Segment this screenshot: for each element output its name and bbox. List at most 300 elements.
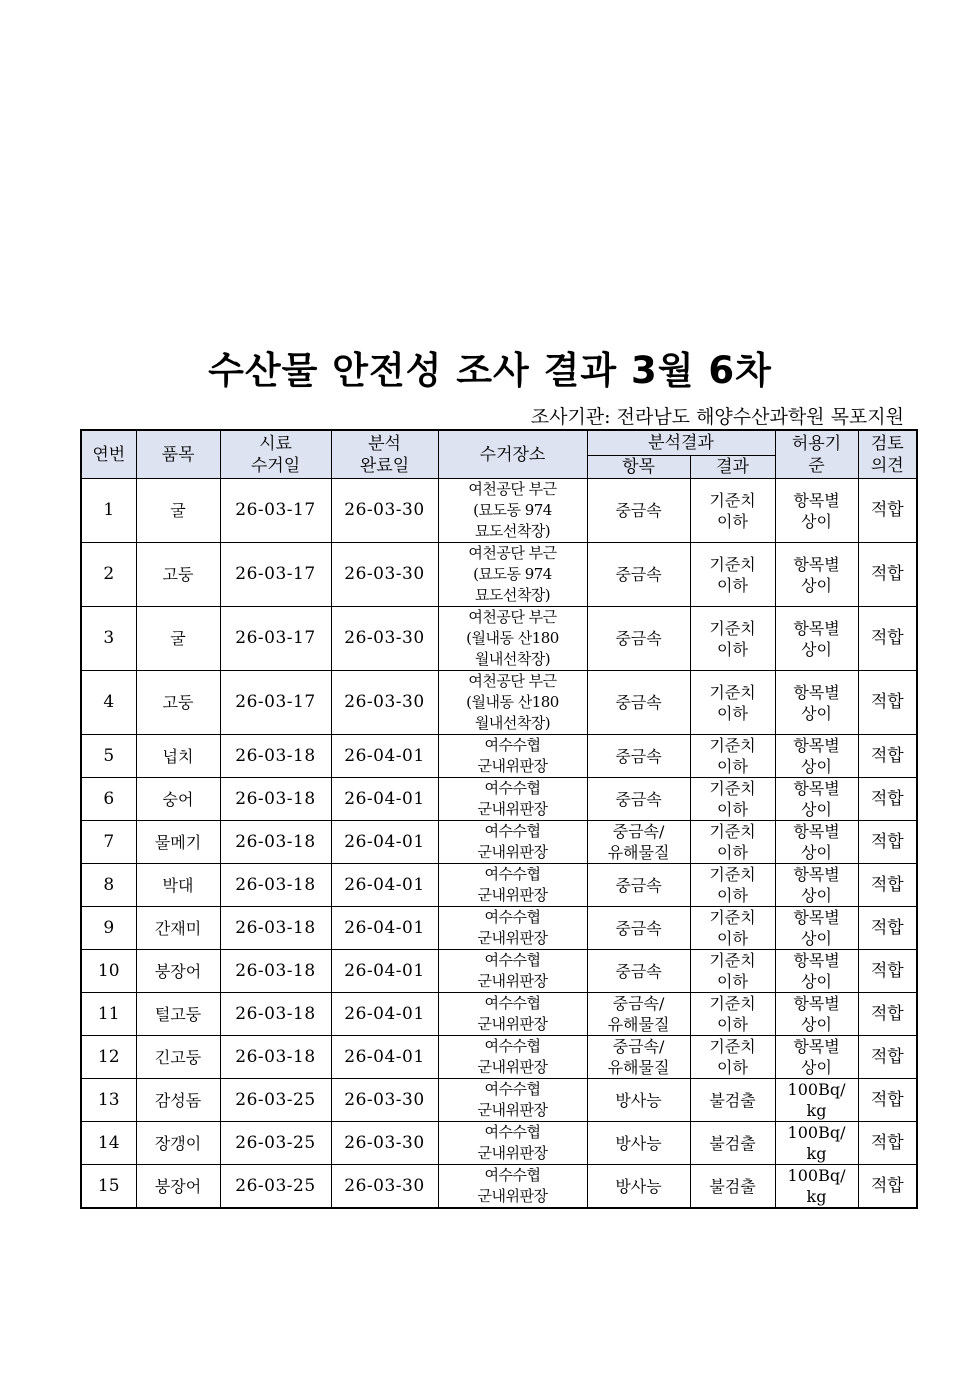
cell-collect-date-line: 26-03-18 [235,960,316,981]
cell-test-item [587,950,690,993]
cell-analysis-date [331,1079,438,1122]
cell-standard-line: 100Bq/ [787,1166,846,1185]
cell-result-line: 이하 [717,972,748,991]
cell-collect-date-line: 26-03-17 [235,628,316,648]
cell-place [438,671,587,735]
table-header [81,430,917,479]
table-row [81,864,917,907]
cell-place-line: 군내위판장 [477,1101,548,1119]
table-row [81,543,917,607]
cell-standard-line: 항목별 [793,951,840,970]
cell-analysis-date [331,1165,438,1209]
cell-analysis-date [331,778,438,821]
cell-analysis-date-line: 26-04-01 [344,831,425,852]
agency-label: 조사기관: 전라남도 해양수산과학원 목포지원 [530,406,904,428]
cell-result-line: 불검출 [709,1176,756,1196]
header-result-group: 분석결과 [587,430,775,456]
table-row [81,907,917,950]
cell-result [690,1079,775,1122]
cell-item-line: 털고둥 [154,1004,202,1024]
cell-collect-date [220,1165,331,1209]
cell-test-item [587,907,690,950]
cell-result-line: 이하 [717,757,748,776]
cell-item-line: 붕장어 [154,1176,202,1196]
page-title: 수산물 안전성 조사 결과 3월 6차 [208,349,772,392]
cell-standard [775,778,858,821]
cell-standard-line: 항목별 [793,865,840,884]
cell-item [136,821,220,864]
table-row [81,950,917,993]
cell-analysis-date [331,950,438,993]
cell-item-line: 넙치 [162,746,194,766]
cell-standard [775,1165,858,1209]
cell-test-item [587,735,690,778]
cell-no-line: 5 [103,745,115,766]
cell-result-line: 불검출 [709,1090,756,1110]
cell-place-line: 여천공단 부근 [468,672,557,690]
cell-analysis-date-line: 26-03-30 [344,1175,425,1196]
header-review-line2: 의견 [870,455,904,476]
cell-place [438,864,587,907]
cell-analysis-date [331,543,438,607]
cell-result-line: 기준치 [709,490,756,510]
cell-test-item-line: 방사능 [615,1176,662,1196]
cell-no-line: 11 [97,1003,120,1024]
cell-no-line: 1 [103,500,115,520]
cell-result-line: 기준치 [709,779,756,798]
cell-opinion-line: 적합 [870,745,904,766]
cell-test-item-line: 유해물질 [607,843,670,862]
cell-opinion [858,864,917,907]
cell-place [438,950,587,993]
cell-opinion [858,607,917,671]
cell-test-item-line: 유해물질 [607,1058,670,1077]
cell-no-line: 2 [103,564,115,584]
cell-standard [775,1036,858,1079]
cell-analysis-date-line: 26-03-30 [344,564,425,584]
cell-opinion [858,778,917,821]
cell-item-line: 고둥 [162,565,194,584]
cell-opinion-line: 적합 [870,1003,904,1024]
cell-item [136,607,220,671]
cell-collect-date-line: 26-03-25 [235,1089,316,1110]
cell-no [81,864,136,907]
cell-place-line: 여수수협 [484,1166,541,1184]
cell-place-line: 여수수협 [484,908,541,926]
cell-no-line: 14 [97,1132,120,1153]
cell-no-line: 3 [103,628,115,648]
cell-test-item [587,864,690,907]
cell-result [690,950,775,993]
cell-result-line: 불검출 [709,1133,756,1153]
cell-standard-line: 상이 [801,843,832,862]
cell-test-item-line: 중금속 [615,693,662,712]
table-body [81,479,917,1209]
cell-analysis-date-line: 26-04-01 [344,745,425,766]
cell-item [136,735,220,778]
cell-result-line: 이하 [717,575,748,595]
cell-place-line: 군내위판장 [477,800,548,818]
cell-analysis-date [331,821,438,864]
cell-standard-line: 상이 [801,639,832,659]
cell-test-item [587,671,690,735]
cell-opinion [858,735,917,778]
cell-standard-line: 100Bq/ [787,1123,846,1142]
cell-opinion [858,1165,917,1209]
cell-test-item-line: 중금속 [615,629,662,648]
cell-item-line: 감성돔 [154,1090,202,1110]
cell-analysis-date-line: 26-03-30 [344,692,425,712]
cell-standard-line: 상이 [801,1015,832,1034]
cell-test-item [587,543,690,607]
cell-result-line: 기준치 [709,1037,756,1056]
cell-place-line: 여천공단 부근 [468,480,557,498]
cell-result [690,1165,775,1209]
header-no: 연번 [81,430,136,479]
header-standard [775,430,858,479]
cell-opinion-line: 적합 [870,788,904,809]
cell-test-item [587,1122,690,1165]
cell-result [690,671,775,735]
cell-test-item-line: 중금속/ [612,1037,665,1056]
cell-no [81,950,136,993]
cell-result [690,778,775,821]
cell-collect-date-line: 26-03-18 [235,788,316,809]
cell-standard [775,950,858,993]
cell-result-line: 기준치 [709,554,756,574]
cell-place [438,735,587,778]
cell-no [81,735,136,778]
cell-collect-date [220,778,331,821]
cell-no [81,1079,136,1122]
cell-no [81,821,136,864]
cell-place-line: (묘도동 974 [473,501,552,519]
cell-analysis-date-line: 26-04-01 [344,960,425,981]
cell-analysis-date-line: 26-03-30 [344,500,425,520]
cell-opinion-line: 적합 [870,1046,904,1067]
cell-result-line: 기준치 [709,951,756,970]
cell-analysis-date [331,479,438,543]
cell-test-item [587,1036,690,1079]
header-result-item: 항목 [587,456,690,479]
cell-place-line: 묘도선착장) [474,522,551,540]
cell-item-line: 고둥 [162,693,194,712]
cell-analysis-date-line: 26-04-01 [344,1003,425,1024]
cell-standard [775,543,858,607]
cell-standard [775,907,858,950]
table-row [81,671,917,735]
cell-test-item [587,1079,690,1122]
cell-analysis-date-line: 26-03-30 [344,628,425,648]
table-row [81,1165,917,1209]
cell-place-line: 군내위판장 [477,972,548,990]
cell-standard-line: 상이 [801,575,832,595]
cell-result [690,993,775,1036]
cell-result-line: 기준치 [709,822,756,841]
cell-result-line: 이하 [717,703,748,723]
cell-place-line: 군내위판장 [477,843,548,861]
cell-test-item [587,778,690,821]
cell-test-item-line: 방사능 [615,1133,662,1153]
cell-place-line: 여수수협 [484,865,541,883]
cell-collect-date-line: 26-03-18 [235,831,316,852]
cell-standard-line: kg [806,1144,827,1163]
cell-collect-date-line: 26-03-17 [235,500,316,520]
cell-result-line: 기준치 [709,994,756,1013]
cell-item [136,864,220,907]
cell-opinion-line: 적합 [870,831,904,852]
cell-collect-date-line: 26-03-18 [235,745,316,766]
cell-place [438,1122,587,1165]
cell-test-item-line: 중금속 [615,918,662,938]
cell-result-line: 기준치 [709,736,756,755]
cell-place [438,993,587,1036]
cell-no [81,993,136,1036]
cell-result-line: 이하 [717,800,748,819]
header-standard-line1: 허용기 [791,433,842,454]
cell-place-line: 여수수협 [484,1080,541,1098]
cell-opinion-line: 적합 [870,1175,904,1196]
cell-item [136,907,220,950]
cell-analysis-date [331,607,438,671]
cell-result-line: 이하 [717,639,748,659]
cell-opinion [858,907,917,950]
cell-collect-date [220,479,331,543]
cell-collect-date [220,950,331,993]
cell-result [690,1122,775,1165]
cell-no-line: 9 [103,917,115,938]
cell-standard [775,993,858,1036]
cell-item-line: 간재미 [154,918,202,938]
cell-standard [775,1079,858,1122]
cell-place-line: 군내위판장 [477,757,548,775]
cell-standard-line: 항목별 [793,554,840,574]
cell-place-line: 묘도선착장) [474,586,551,604]
cell-place-line: 군내위판장 [477,1015,548,1033]
cell-no [81,607,136,671]
cell-standard-line: 항목별 [793,682,840,702]
cell-test-item-line: 중금속 [615,961,662,981]
cell-item [136,1122,220,1165]
cell-no-line: 15 [97,1175,120,1196]
cell-standard-line: 항목별 [793,908,840,927]
cell-analysis-date [331,993,438,1036]
cell-place [438,907,587,950]
cell-standard-line: 100Bq/ [787,1080,846,1099]
cell-no [81,1165,136,1209]
cell-result [690,821,775,864]
cell-test-item-line: 중금속 [615,565,662,584]
header-analysis-date-line2: 완료일 [359,455,410,476]
cell-place [438,821,587,864]
cell-opinion [858,821,917,864]
cell-no [81,907,136,950]
cell-standard-line: 상이 [801,800,832,819]
table-row [81,993,917,1036]
cell-test-item-line: 방사능 [615,1090,662,1110]
cell-place-line: 월내선착장) [474,650,551,668]
cell-result-line: 이하 [717,511,748,531]
cell-standard-line: 항목별 [793,822,840,841]
cell-standard [775,821,858,864]
cell-item [136,1036,220,1079]
table-row [81,1122,917,1165]
cell-place-line: 여수수협 [484,736,541,754]
cell-test-item-line: 중금속/ [612,822,665,841]
cell-result-line: 이하 [717,929,748,948]
cell-collect-date-line: 26-03-25 [235,1132,316,1153]
cell-result [690,735,775,778]
cell-item [136,479,220,543]
cell-place [438,1165,587,1209]
cell-place-line: (묘도동 974 [473,565,552,583]
cell-place-line: 군내위판장 [477,1144,548,1162]
cell-standard [775,479,858,543]
cell-test-item [587,607,690,671]
results-table [80,429,918,1209]
cell-opinion-line: 적합 [870,500,904,520]
cell-analysis-date-line: 26-03-30 [344,1089,425,1110]
cell-collect-date-line: 26-03-18 [235,1046,316,1067]
cell-collect-date [220,671,331,735]
cell-analysis-date-line: 26-04-01 [344,874,425,895]
cell-item-line: 긴고둥 [154,1047,202,1067]
cell-place [438,543,587,607]
cell-opinion-line: 적합 [870,692,904,712]
header-standard-line2: 준 [808,455,825,476]
cell-test-item-line: 중금속 [615,875,662,895]
cell-result-line: 이하 [717,1015,748,1034]
cell-collect-date [220,607,331,671]
cell-test-item-line: 유해물질 [607,1015,670,1034]
cell-collect-date [220,1079,331,1122]
header-review [858,430,917,479]
cell-opinion-line: 적합 [870,960,904,981]
cell-opinion [858,543,917,607]
cell-analysis-date [331,864,438,907]
cell-test-item-line: 중금속 [615,789,662,809]
table-row [81,1079,917,1122]
cell-standard-line: 항목별 [793,490,840,510]
cell-item-line: 굴 [170,629,186,648]
cell-standard [775,607,858,671]
cell-no-line: 13 [97,1089,120,1110]
cell-place-line: 월내선착장) [474,714,551,732]
cell-no-line: 12 [97,1046,120,1067]
cell-collect-date [220,1036,331,1079]
cell-result-line: 이하 [717,1058,748,1077]
cell-analysis-date-line: 26-04-01 [344,1046,425,1067]
cell-no-line: 8 [103,874,115,895]
cell-analysis-date-line: 26-04-01 [344,917,425,938]
cell-standard-line: 항목별 [793,618,840,638]
cell-place-line: 군내위판장 [477,1058,548,1076]
cell-test-item-line: 중금속/ [612,994,665,1013]
cell-collect-date [220,735,331,778]
cell-place [438,607,587,671]
cell-collect-date-line: 26-03-18 [235,1003,316,1024]
table-row [81,778,917,821]
cell-item [136,778,220,821]
cell-opinion [858,1036,917,1079]
cell-collect-date [220,864,331,907]
cell-place [438,479,587,543]
cell-no [81,778,136,821]
header-place: 수거장소 [438,430,587,479]
table-row [81,1036,917,1079]
cell-opinion-line: 적합 [870,1089,904,1110]
cell-place-line: 군내위판장 [477,929,548,947]
cell-analysis-date-line: 26-03-30 [344,1132,425,1153]
cell-result-line: 이하 [717,886,748,905]
cell-item [136,543,220,607]
cell-no-line: 6 [103,788,115,809]
cell-standard-line: 상이 [801,511,832,531]
cell-item-line: 물메기 [154,832,202,852]
cell-analysis-date [331,907,438,950]
cell-item-line: 굴 [170,501,186,520]
cell-collect-date [220,1122,331,1165]
header-analysis-date [331,430,438,479]
table-row [81,821,917,864]
cell-result [690,1036,775,1079]
cell-standard-line: 항목별 [793,736,840,755]
cell-place-line: 여수수협 [484,951,541,969]
cell-collect-date-line: 26-03-17 [235,564,316,584]
cell-collect-date [220,993,331,1036]
cell-opinion-line: 적합 [870,917,904,938]
cell-item-line: 숭어 [162,789,194,809]
cell-item-line: 붕장어 [154,961,202,981]
cell-item-line: 장갱이 [154,1133,202,1153]
cell-analysis-date [331,735,438,778]
cell-place [438,778,587,821]
cell-standard-line: 항목별 [793,994,840,1013]
cell-no [81,1122,136,1165]
header-review-line1: 검토 [870,433,904,454]
cell-place-line: 군내위판장 [477,886,548,904]
cell-place-line: (월내동 산180 [466,629,559,647]
cell-standard-line: 상이 [801,703,832,723]
cell-analysis-date-line: 26-04-01 [344,788,425,809]
cell-opinion [858,1122,917,1165]
cell-standard-line: 상이 [801,886,832,905]
cell-test-item [587,1165,690,1209]
cell-result [690,607,775,671]
cell-standard-line: 상이 [801,929,832,948]
cell-standard-line: 상이 [801,1058,832,1077]
cell-standard [775,735,858,778]
cell-place [438,1079,587,1122]
header-analysis-date-line1: 분석 [368,433,401,454]
cell-place-line: 여수수협 [484,1123,541,1141]
cell-opinion [858,1079,917,1122]
cell-no-line: 4 [103,692,115,712]
cell-result [690,543,775,607]
cell-item [136,993,220,1036]
cell-place-line: 여수수협 [484,1037,541,1055]
cell-place-line: 여수수협 [484,779,541,797]
cell-opinion-line: 적합 [870,564,904,584]
cell-opinion [858,950,917,993]
cell-test-item [587,993,690,1036]
cell-opinion [858,993,917,1036]
cell-standard-line: 항목별 [793,779,840,798]
cell-result [690,907,775,950]
cell-item [136,671,220,735]
header-collect-date [220,430,331,479]
cell-standard-line: 상이 [801,757,832,776]
